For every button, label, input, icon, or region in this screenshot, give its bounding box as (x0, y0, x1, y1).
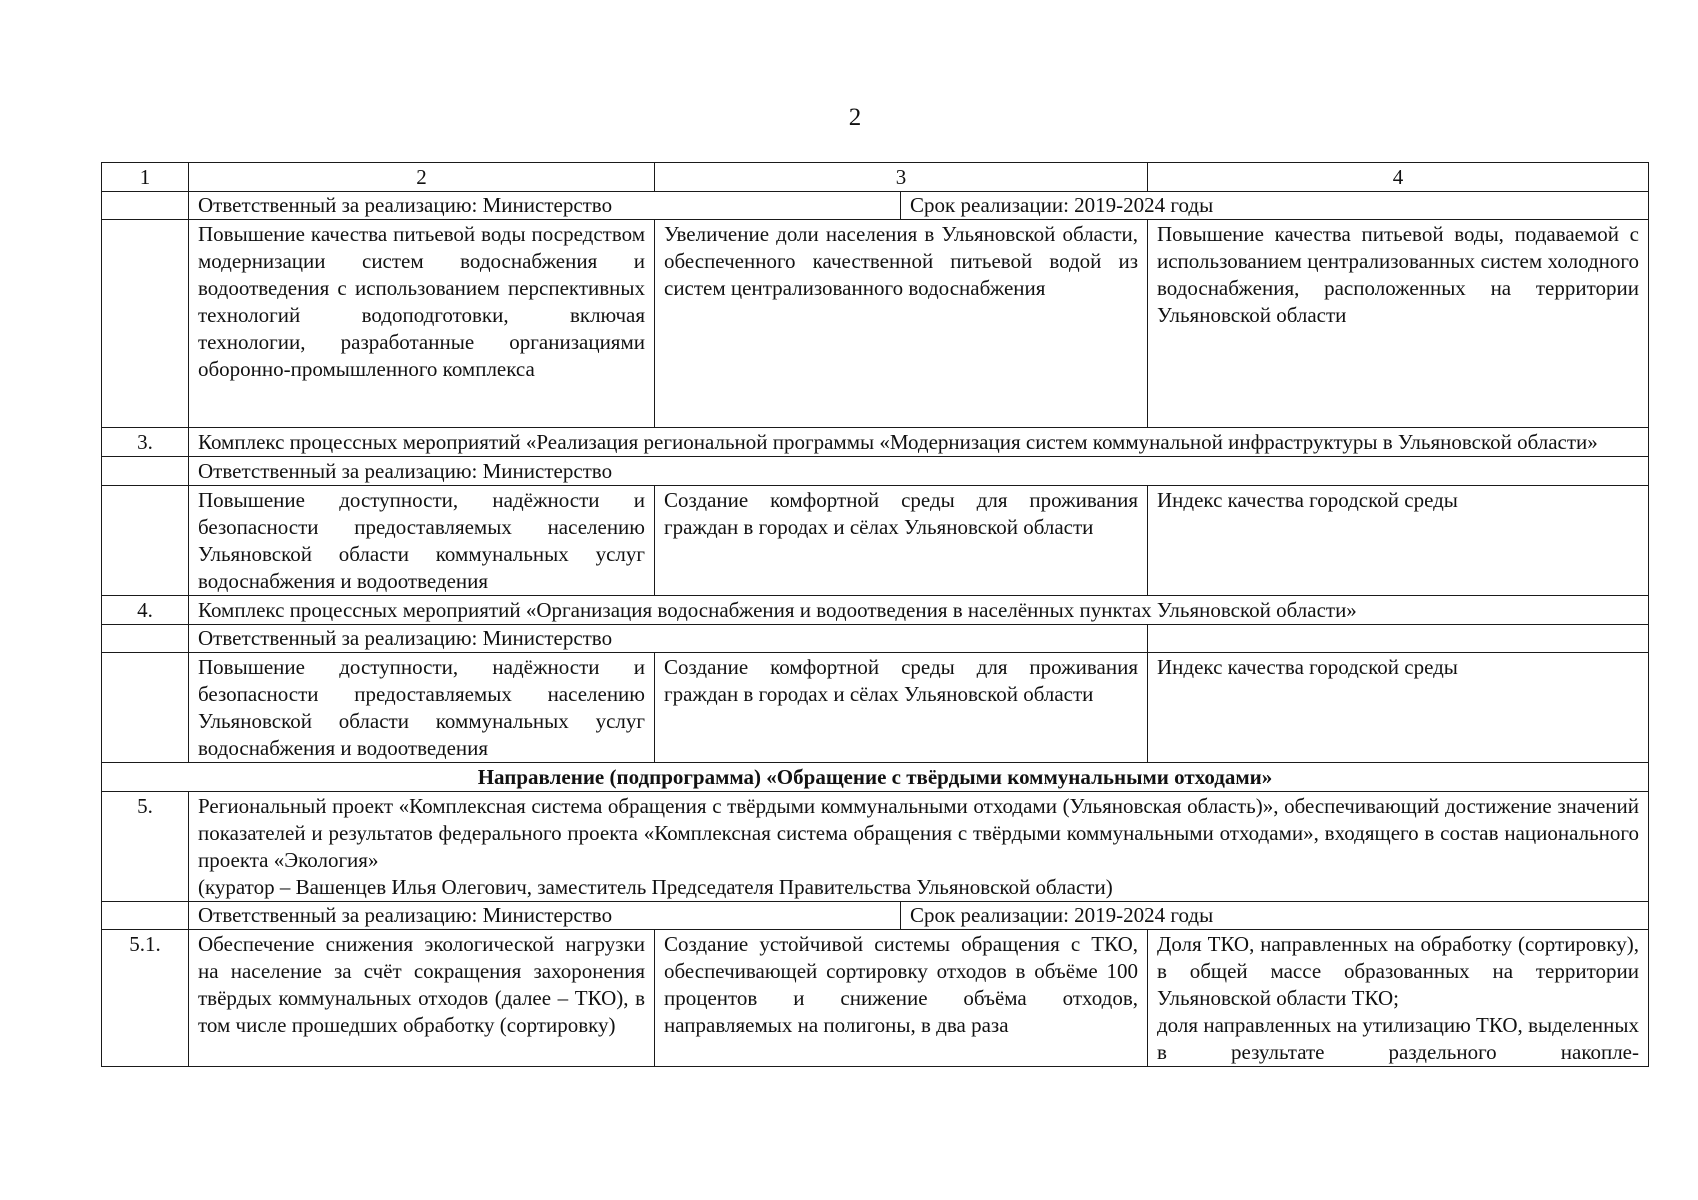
item-title: Региональный проект «Комплексная система обращения с твёрдыми коммунальными отходами (Ульяновская область)», обеспечивающий достижение значений показателей и результатов федерального проекта «Комплексная система обращения с твёрдыми коммунальными отходами», входящего в состав национального проекта «Экология» (198, 794, 1639, 872)
responsible-row (102, 625, 1649, 653)
responsible-text: Ответственный за реализацию: Министерство (189, 192, 901, 219)
term-text: Срок реализации: 2019-2024 годы (910, 193, 1214, 217)
term-empty (1148, 625, 1648, 652)
subprogram-row (102, 763, 1649, 792)
header-cell: 2 (189, 163, 655, 192)
program-table (101, 162, 1649, 1067)
responsible-term-cell (189, 625, 1649, 653)
curator-text: (куратор – Вашенцев Илья Олегович, заместитель Председателя Правительства Ульяновской области) (198, 875, 1113, 899)
effect-cell: Увеличение доли населения в Ульяновской области, обеспеченного качественной питьевой водой из систем централизованного водоснабжения (655, 220, 1148, 428)
header-cell: 4 (1148, 163, 1649, 192)
item-number: 5.1. (102, 930, 189, 1067)
num-cell (102, 486, 189, 596)
responsible-row (102, 457, 1649, 486)
task-cell: Обеспечение снижения экологической нагрузки на население за счёт сокращения захоронения твёрдых коммунальных отходов (далее – ТКО), в том числе прошедших обработку (сортировку) (189, 930, 655, 1067)
item-title: Комплекс процессных мероприятий «Реализация региональной программы «Модернизация систем коммунальной инфраструктуры в Ульяновской области» (189, 428, 1649, 457)
goal-row (102, 653, 1649, 763)
item-number: 4. (102, 596, 189, 625)
num-cell (102, 625, 189, 653)
item-title: Комплекс процессных мероприятий «Организация водоснабжения и водоотведения в населённых пунктах Ульяновской области» (189, 596, 1649, 625)
indicator-cell: Индекс качества городской среды (1148, 486, 1649, 596)
indicator-cell (1148, 930, 1649, 1067)
task-cell: Повышение качества питьевой воды посредством модернизации систем водоснабжения и водоотведения с использованием перспективных технологий водоподготовки, включая технологии, разработанные организациями оборонно-промышленного комплекса (189, 220, 655, 428)
indicator-cell: Повышение качества питьевой воды, подаваемой с использованием централизованных систем холодного водоснабжения, расположенных на территории Ульяновской области (1148, 220, 1649, 428)
responsible-term-cell (189, 902, 1649, 930)
page-number: 2 (848, 104, 862, 131)
header-cell: 1 (102, 163, 189, 192)
goal-row (102, 930, 1649, 1067)
subprogram-title: Направление (подпрограмма) «Обращение с твёрдыми коммунальными отходами» (102, 763, 1649, 792)
item-number: 5. (102, 792, 189, 902)
item-title-row (102, 792, 1649, 902)
responsible-term-cell (189, 192, 1649, 220)
item-number: 3. (102, 428, 189, 457)
item-title-cell (189, 792, 1649, 902)
num-cell (102, 220, 189, 428)
term-text: Срок реализации: 2019-2024 годы (910, 903, 1214, 927)
responsible-row (102, 902, 1649, 930)
effect-cell: Создание комфортной среды для проживания граждан в городах и сёлах Ульяновской области (655, 486, 1148, 596)
indicator-text: доля направленных на утилизацию ТКО, выделенных в результате раздельного накопле- (1157, 1013, 1639, 1064)
num-cell (102, 902, 189, 930)
effect-cell: Создание устойчивой системы обращения с ТКО, обеспечивающей сортировку отходов в объёме 100 процентов и снижение объёма отходов, направляемых на полигоны, в два раза (655, 930, 1148, 1067)
indicator-text: Доля ТКО, направленных на обработку (сортировку), в общей массе образованных на территории Ульяновской области ТКО; (1157, 932, 1639, 1010)
task-cell: Повышение доступности, надёжности и безопасности предоставляемых населению Ульяновской области коммунальных услуг водоснабжения и водоотведения (189, 486, 655, 596)
table-header-row (102, 163, 1649, 192)
effect-cell: Создание комфортной среды для проживания граждан в городах и сёлах Ульяновской области (655, 653, 1148, 763)
item-title-row (102, 596, 1649, 625)
goal-row (102, 220, 1649, 428)
responsible-row (102, 192, 1649, 220)
goal-row (102, 486, 1649, 596)
responsible-text: Ответственный за реализацию: Министерство (189, 902, 901, 929)
num-cell (102, 457, 189, 486)
item-title-row (102, 428, 1649, 457)
num-cell (102, 653, 189, 763)
task-cell: Повышение доступности, надёжности и безопасности предоставляемых населению Ульяновской области коммунальных услуг водоснабжения и водоотведения (189, 653, 655, 763)
responsible-text: Ответственный за реализацию: Министерство (189, 625, 1148, 652)
num-cell (102, 192, 189, 220)
responsible-text: Ответственный за реализацию: Министерство (189, 457, 1649, 486)
indicator-cell: Индекс качества городской среды (1148, 653, 1649, 763)
header-cell: 3 (655, 163, 1148, 192)
